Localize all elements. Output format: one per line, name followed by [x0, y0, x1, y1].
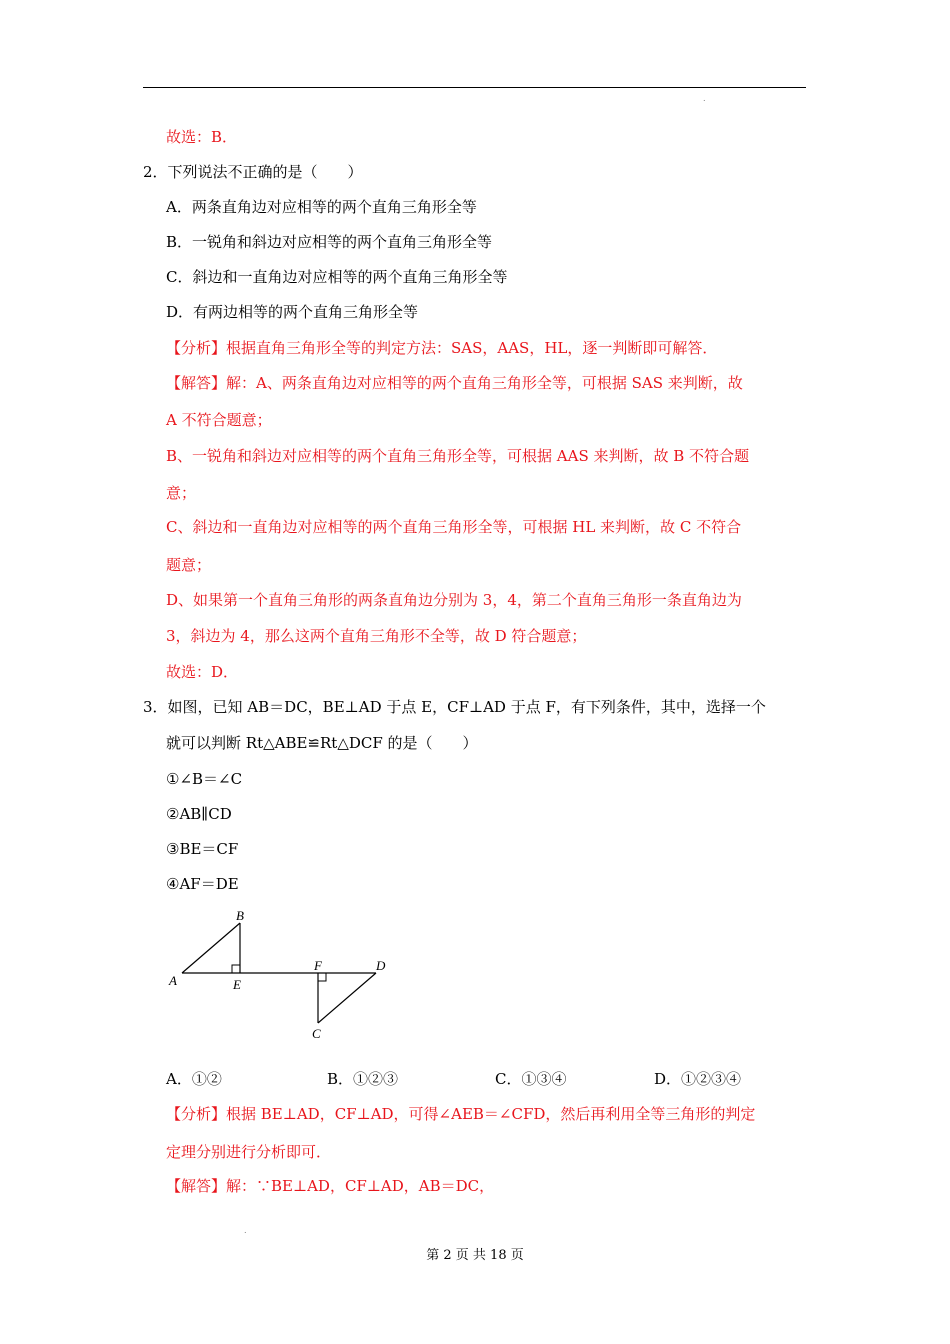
segment-ab [182, 923, 240, 973]
label-d: D [376, 958, 386, 973]
text-line: D、如果第一个直角三角形的两条直角边分别为 3，4，第二个直角三角形一条直角边为 [166, 591, 742, 609]
answer-option: B．①②③ [327, 1070, 399, 1088]
text-line: 题意； [166, 556, 212, 574]
text-line: ①∠B＝∠C [166, 770, 243, 788]
text-line: A 不符合题意； [166, 411, 272, 429]
header-rule [143, 87, 806, 88]
text-line: 就可以判断 Rt△ABE≌Rt△DCF 的是（ ） [166, 734, 478, 752]
label-a: A [169, 973, 177, 988]
text-line: ②AB∥CD [166, 805, 232, 823]
page-footer: 第 2 页 共 18 页 [426, 1248, 524, 1263]
text-line: C、斜边和一直角边对应相等的两个直角三角形全等，可根据 HL 来判断，故 C 不符合 [166, 518, 742, 536]
bottom-dot: . [244, 1226, 247, 1235]
label-f: F [314, 958, 322, 973]
geometry-figure [166, 905, 396, 1045]
text-line: 【解答】解：∵BE⊥AD，CF⊥AD，AB＝DC， [166, 1177, 495, 1195]
answer-option: C．①③④ [495, 1070, 567, 1088]
right-angle-mark-e [232, 965, 240, 973]
text-line: 故选：B． [166, 128, 238, 146]
text-line: 2．下列说法不正确的是（ ） [143, 163, 363, 181]
label-c: C [312, 1026, 321, 1041]
text-line: 3，斜边为 4，那么这两个直角三角形不全等，故 D 符合题意； [166, 627, 587, 645]
text-line: B、一锐角和斜边对应相等的两个直角三角形全等，可根据 AAS 来判断，故 B 不符合题 [166, 447, 750, 465]
label-b: B [236, 908, 244, 923]
text-line: 定理分别进行分析即可． [166, 1143, 332, 1161]
text-line: 故选：D． [166, 663, 239, 681]
text-line: 3．如图，已知 AB＝DC，BE⊥AD 于点 E，CF⊥AD 于点 F，有下列条件，其中，选择一个 [143, 698, 766, 716]
label-e: E [233, 977, 241, 992]
text-line: 【解答】解：A、两条直角边对应相等的两个直角三角形全等，可根据 SAS 来判断，故 [166, 374, 743, 392]
text-line: B．一锐角和斜边对应相等的两个直角三角形全等 [166, 233, 493, 251]
text-line: A．两条直角边对应相等的两个直角三角形全等 [166, 198, 477, 216]
text-line: ③BE＝CF [166, 840, 239, 858]
right-angle-mark-f [318, 973, 326, 981]
text-line: 意； [166, 484, 197, 502]
text-line: D．有两边相等的两个直角三角形全等 [166, 303, 419, 321]
text-line: C．斜边和一直角边对应相等的两个直角三角形全等 [166, 268, 508, 286]
answer-option: D．①②③④ [654, 1070, 742, 1088]
text-line: 【分析】根据 BE⊥AD，CF⊥AD，可得∠AEB＝∠CFD，然后再利用全等三角形的判定 [166, 1105, 756, 1123]
text-line: ④AF＝DE [166, 875, 239, 893]
text-line: 【分析】根据直角三角形全等的判定方法：SAS，AAS，HL，逐一判断即可解答． [166, 339, 718, 357]
answer-option: A．①② [166, 1070, 222, 1088]
segment-cd [318, 973, 376, 1023]
header-dot: . [703, 94, 706, 103]
